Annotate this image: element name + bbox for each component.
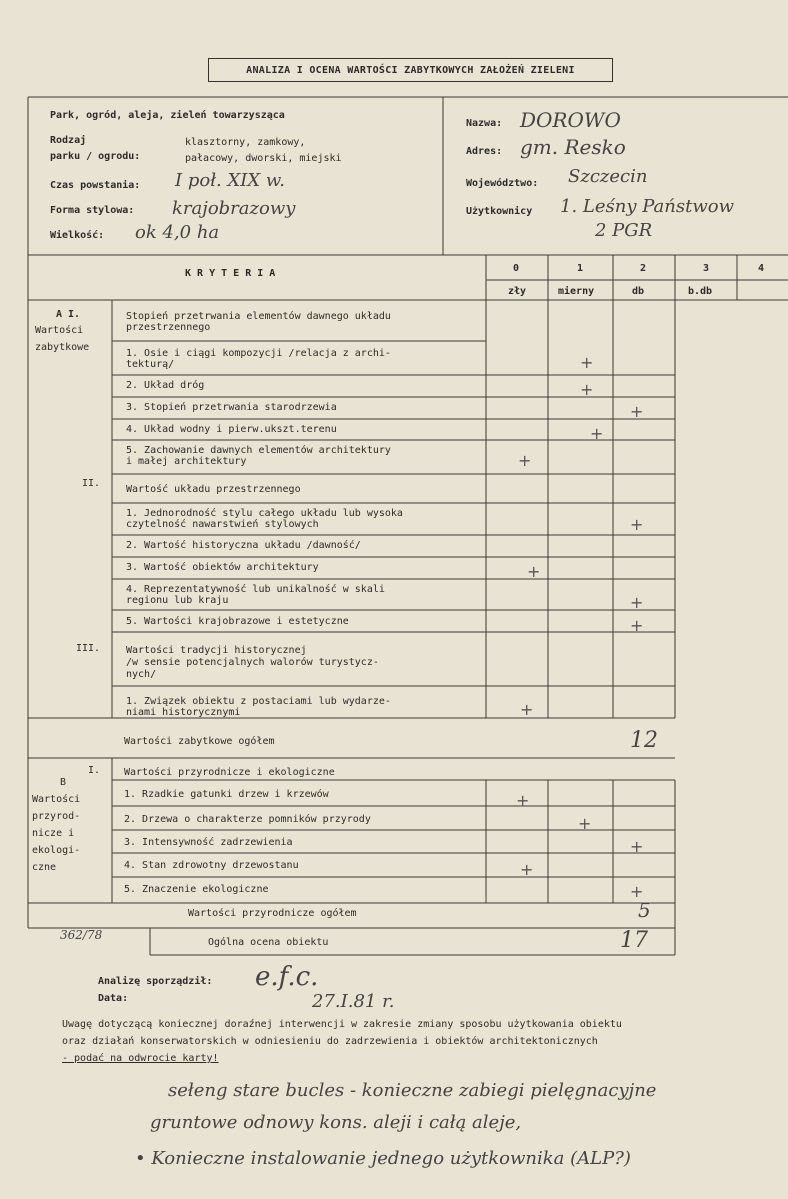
section-b-group-title: Wartości przyrodnicze i ekologiczne — [124, 767, 335, 778]
group1-title: Stopień przetrwania elementów dawnego układu — [126, 311, 391, 322]
check-mark-icon: + — [630, 616, 644, 635]
check-mark-icon: + — [580, 353, 594, 372]
czas-label: Czas powstania: — [50, 180, 141, 191]
group2-label: II. — [82, 478, 101, 489]
uzytkownicy-label: Użytkownicy — [466, 206, 533, 217]
uwaga-line-3: - podać na odwrocie karty! — [62, 1053, 219, 1064]
section-b-total-label: Wartości przyrodnicze ogółem — [188, 908, 357, 919]
check-mark-icon: + — [518, 451, 532, 470]
overall-label: Ogólna ocena obiektu — [208, 937, 329, 948]
rodzaj-label-2: parku / ogrodu: — [50, 151, 141, 162]
section-b-label-7: czne — [32, 862, 57, 873]
section-b-label-6: ekologi- — [32, 845, 81, 856]
section-b-label: I. — [88, 765, 101, 776]
check-mark-icon: + — [630, 515, 644, 534]
check-mark-icon: + — [630, 402, 644, 421]
check-mark-icon: + — [580, 380, 594, 399]
group3-title-3: nych/ — [126, 669, 157, 680]
a2-row-4-cont: regionu lub kraju — [126, 595, 229, 606]
a3-row-1-cont: niami historycznymi — [126, 707, 241, 718]
score-2: 2 — [640, 263, 647, 274]
check-mark-icon: + — [630, 593, 644, 612]
group3-title-2: /w sensie potencjalnych walorów turystycz- — [126, 657, 379, 668]
data-label: Data: — [98, 993, 129, 1004]
section-b-label-3: Wartości — [32, 794, 81, 805]
adres-value: gm. Resko — [520, 135, 626, 159]
check-mark-icon: + — [578, 814, 592, 833]
section-a-total-value: 12 — [630, 728, 658, 753]
signature: e.f.c. — [255, 962, 319, 992]
a2-row-1: 1. Jednorodność stylu całego układu lub wysoka — [126, 508, 403, 519]
score-label-1: mierny — [558, 286, 595, 297]
score-label-3: b.db — [688, 286, 713, 297]
wielkosc-label: Wielkość: — [50, 230, 105, 241]
a2-row-1-cont: czytelność nawarstwień stylowych — [126, 519, 319, 530]
section-a-label: A I. — [56, 309, 81, 320]
park-type-line: Park, ogród, aleja, zieleń towarzysząca — [50, 110, 285, 121]
adres-label: Adres: — [466, 146, 503, 157]
nazwa-label: Nazwa: — [466, 118, 503, 129]
rodzaj-options-1: klasztorny, zamkowy, — [185, 137, 306, 148]
kryteria-header: K R Y T E R I A — [185, 268, 276, 279]
b-row-5: 5. Znaczenie ekologiczne — [124, 884, 269, 895]
uwaga-line-1: Uwagę dotyczącą koniecznej doraźnej interwencji w zakresie zmiany sposobu użytkowania obiektu — [62, 1019, 622, 1030]
b-row-3: 3. Intensywność zadrzewienia — [124, 837, 293, 848]
score-0: 0 — [513, 263, 520, 274]
rodzaj-label: Rodzaj — [50, 135, 87, 146]
check-mark-icon: + — [516, 791, 530, 810]
wojewodztwo-value: Szczecin — [568, 166, 648, 187]
score-4: 4 — [758, 263, 765, 274]
group1-title-2: przestrzennego — [126, 322, 211, 333]
check-mark-icon: + — [590, 424, 604, 443]
document-number: 362/78 — [60, 928, 103, 942]
overall-value: 17 — [620, 928, 648, 953]
group3-label: III. — [76, 643, 101, 654]
check-mark-icon: + — [630, 882, 644, 901]
section-b-label-5: nicze i — [32, 828, 75, 839]
score-label-0: zły — [508, 286, 527, 297]
uzytkownicy-value-2: 2 PGR — [595, 220, 653, 241]
rodzaj-options-2: pałacowy, dworski, miejski — [185, 153, 342, 164]
forma-label: Forma stylowa: — [50, 205, 135, 216]
document-title: ANALIZA I OCENA WARTOŚCI ZABYTKOWYCH ZAŁOŻEŃ ZIELENI — [208, 58, 613, 82]
a1-row-1: 1. Osie i ciągi kompozycji /relacja z archi- — [126, 348, 391, 359]
a2-row-4: 4. Reprezentatywność lub unikalność w skali — [126, 584, 385, 595]
check-mark-icon: + — [520, 700, 534, 719]
note-line-2: gruntowe odnowy kons. aleji i całą aleje, — [150, 1112, 522, 1133]
check-mark-icon: + — [630, 837, 644, 856]
a1-row-3: 3. Stopień przetrwania starodrzewia — [126, 402, 337, 413]
section-a-label-2: Wartości — [35, 325, 84, 336]
uwaga-line-2: oraz działań konserwatorskich w odniesieniu do zadrzewienia i obiektów architektonicznych — [62, 1036, 598, 1047]
uzytkownicy-value-1: 1. Leśny Państwow — [560, 196, 734, 217]
section-a-total-label: Wartości zabytkowe ogółem — [124, 736, 275, 747]
wojewodztwo-label: Województwo: — [466, 178, 539, 189]
section-b-total-value: 5 — [638, 898, 651, 922]
a2-row-3: 3. Wartość obiektów architektury — [126, 562, 319, 573]
group2-title: Wartość układu przestrzennego — [126, 484, 301, 495]
note-line-3: • Konieczne instalowanie jednego użytkownika (ALP?) — [135, 1148, 631, 1169]
score-3: 3 — [703, 263, 710, 274]
b-row-1: 1. Rzadkie gatunki drzew i krzewów — [124, 789, 329, 800]
section-b-label-4: przyrod- — [32, 811, 81, 822]
score-1: 1 — [577, 263, 584, 274]
a2-row-5: 5. Wartości krajobrazowe i estetyczne — [126, 616, 349, 627]
b-row-2: 2. Drzewa o charakterze pomników przyrody — [124, 814, 371, 825]
wielkosc-value: ok 4,0 ha — [135, 222, 220, 243]
check-mark-icon: + — [520, 860, 534, 879]
note-line-1: sełeng stare bucles - konieczne zabiegi pielęgnacyjne — [168, 1080, 657, 1101]
nazwa-value: DOROWO — [520, 108, 621, 132]
analize-label: Analizę sporządził: — [98, 976, 213, 987]
a3-row-1: 1. Związek obiektu z postaciami lub wydarze- — [126, 696, 391, 707]
score-label-2: db — [632, 286, 645, 297]
a2-row-2: 2. Wartość historyczna układu /dawność/ — [126, 540, 361, 551]
a1-row-4: 4. Układ wodny i pierw.ukszt.terenu — [126, 424, 337, 435]
a1-row-5: 5. Zachowanie dawnych elementów architektury — [126, 445, 391, 456]
czas-value: I poł. XIX w. — [175, 170, 285, 191]
b-row-4: 4. Stan zdrowotny drzewostanu — [124, 860, 299, 871]
a1-row-1-cont: tekturą/ — [126, 359, 175, 370]
forma-value: krajobrazowy — [172, 198, 296, 219]
section-a-label-3: zabytkowe — [35, 342, 90, 353]
check-mark-icon: + — [527, 562, 541, 581]
a1-row-2: 2. Układ dróg — [126, 380, 205, 391]
section-b-letter: B — [60, 777, 67, 788]
data-value: 27.I.81 r. — [312, 991, 395, 1012]
group3-title: Wartości tradycji historycznej — [126, 645, 307, 656]
a1-row-5-cont: i małej architektury — [126, 456, 247, 467]
